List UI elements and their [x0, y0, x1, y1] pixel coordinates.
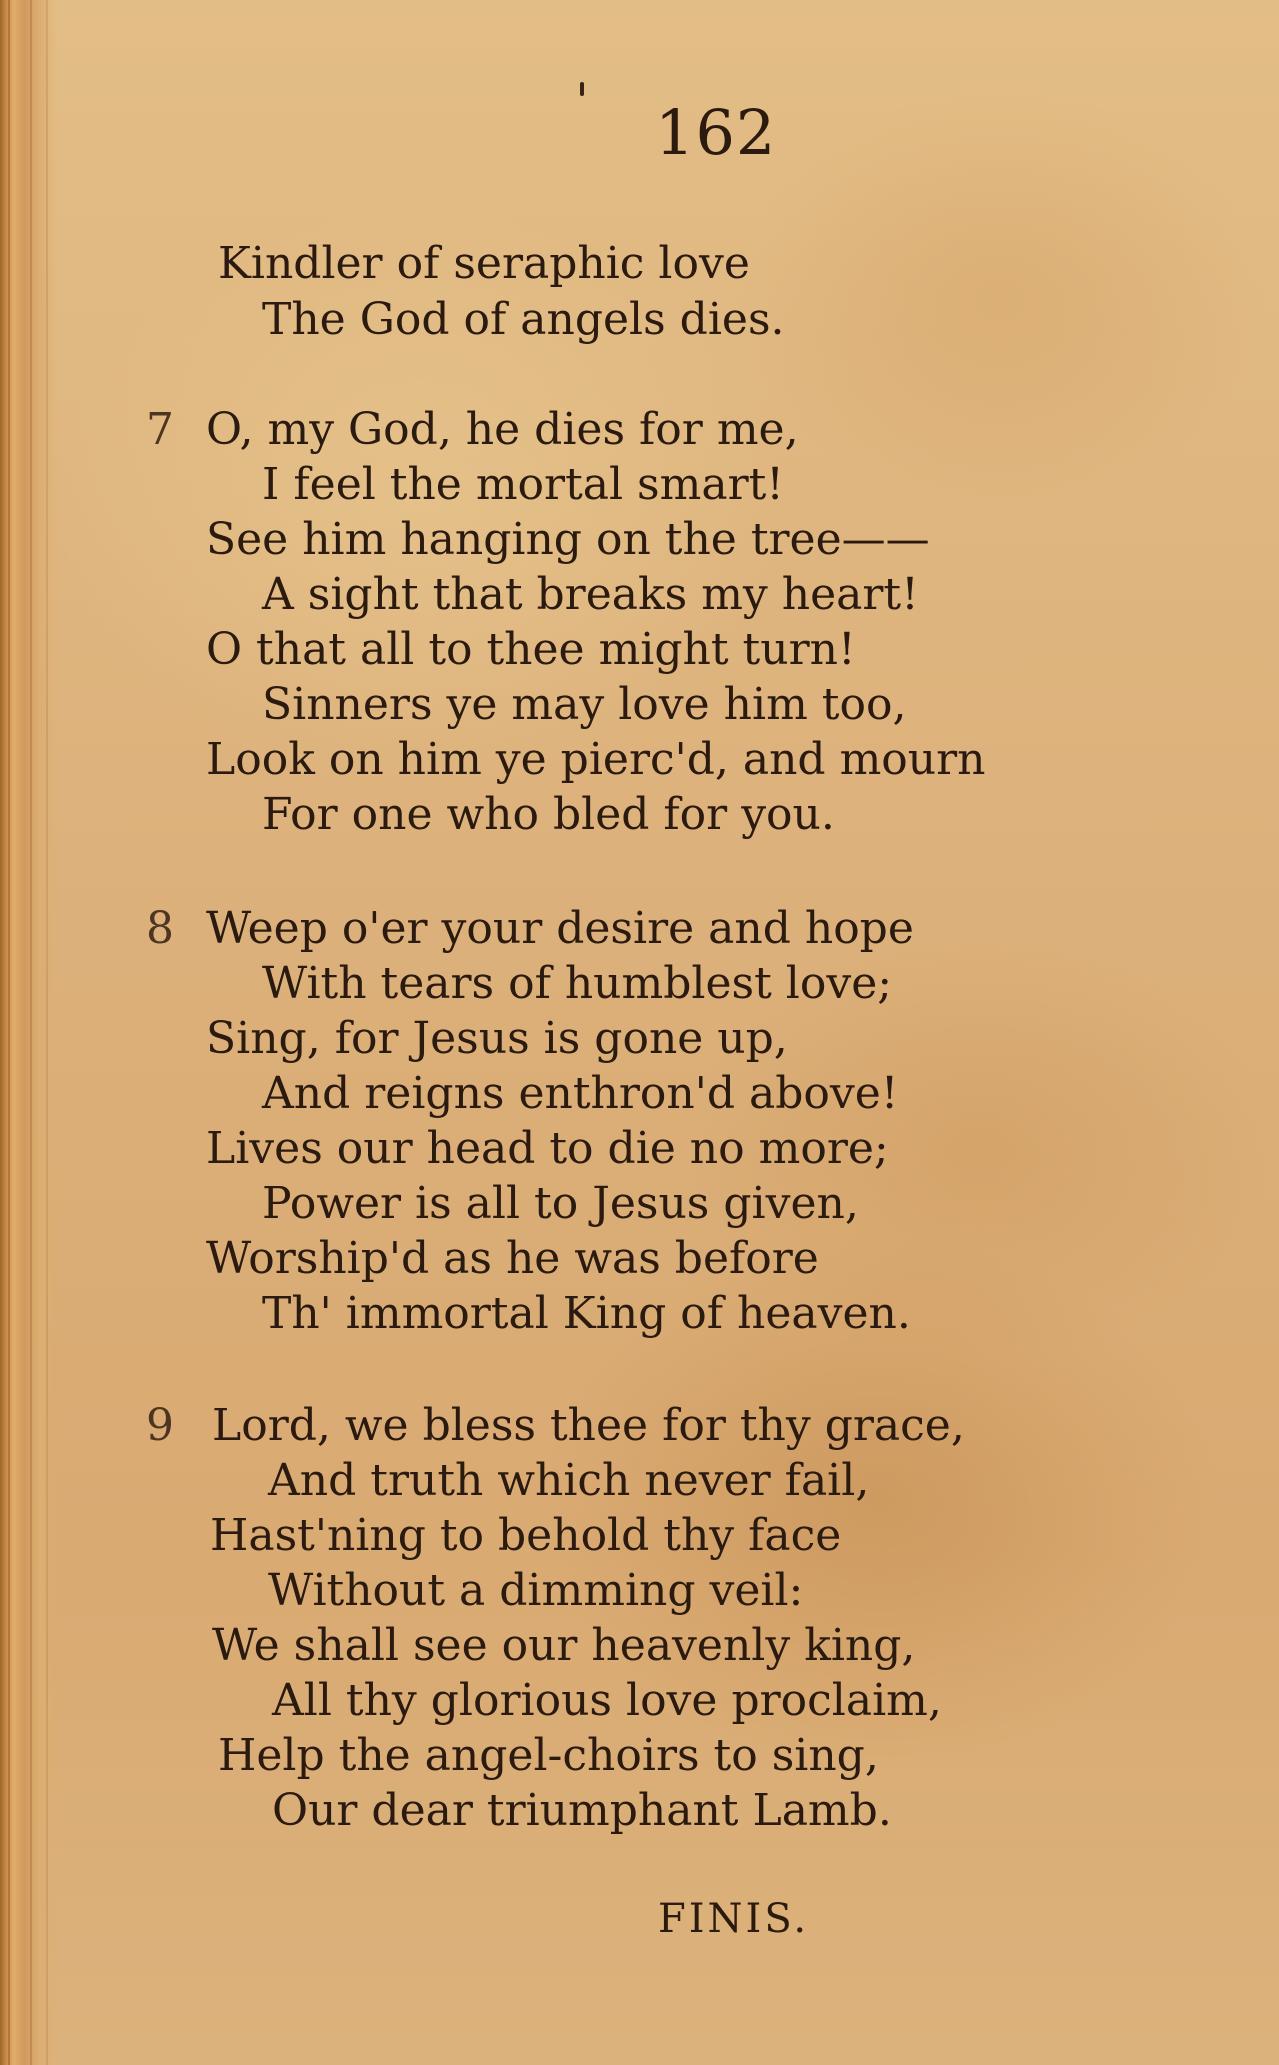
stanza-number: 8 — [146, 903, 174, 954]
finis-mark: FINIS. — [658, 1896, 810, 1942]
verse-line: The God of angels dies. — [262, 294, 785, 345]
spine-fold-line — [8, 0, 10, 2065]
verse-line: And truth which never fail, — [268, 1455, 870, 1506]
verse-line: Help the angel-choirs to sing, — [218, 1730, 879, 1781]
verse-line: We shall see our heavenly king, — [212, 1620, 916, 1671]
verse-line: A sight that breaks my heart! — [262, 569, 919, 620]
spine-fold-line — [30, 0, 32, 2065]
verse-line: See him hanging on the tree—— — [206, 514, 930, 565]
verse-line: O that all to thee might turn! — [206, 624, 856, 675]
verse-line: Power is all to Jesus given, — [262, 1178, 859, 1229]
verse-line: I feel the mortal smart! — [262, 459, 784, 510]
verse-line: Look on him ye pierc'd, and mourn — [206, 734, 986, 785]
verse-line: With tears of humblest love; — [262, 958, 893, 1009]
verse-line: Weep o'er your desire and hope — [206, 903, 914, 954]
ink-speck — [580, 82, 584, 96]
stanza-number: 7 — [146, 404, 174, 455]
verse-line: Th' immortal King of heaven. — [262, 1288, 911, 1339]
verse-line: Sinners ye may love him too, — [262, 679, 907, 730]
verse-line: For one who bled for you. — [262, 789, 835, 840]
stanza-number: 9 — [146, 1400, 174, 1451]
verse-line: O, my God, he dies for me, — [206, 404, 799, 455]
verse-line: Sing, for Jesus is gone up, — [206, 1013, 788, 1064]
verse-line: Worship'd as he was before — [206, 1233, 819, 1284]
verse-line: All thy glorious love proclaim, — [272, 1675, 942, 1726]
verse-line: Lives our head to die no more; — [206, 1123, 889, 1174]
verse-line: Without a dimming veil: — [268, 1565, 804, 1616]
verse-line: Our dear triumphant Lamb. — [272, 1785, 892, 1836]
spine-fold-line — [46, 0, 48, 2065]
verse-line: Lord, we bless thee for thy grace, — [212, 1400, 965, 1451]
verse-line: Hast'ning to behold thy face — [210, 1510, 842, 1561]
verse-line: And reigns enthron'd above! — [262, 1068, 899, 1119]
verse-line: Kindler of seraphic love — [218, 238, 750, 289]
page-number: 162 — [655, 96, 777, 169]
